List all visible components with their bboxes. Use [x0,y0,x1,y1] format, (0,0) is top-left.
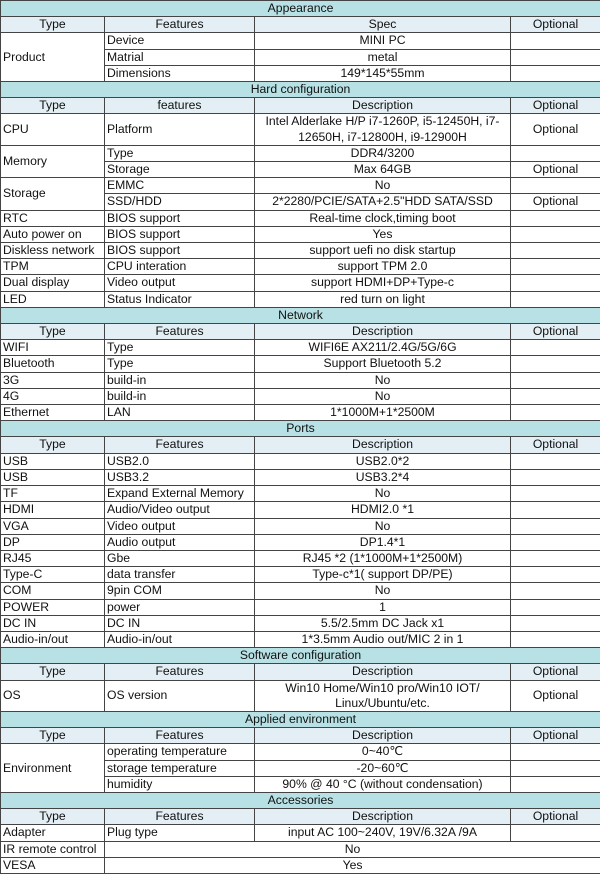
appearance-row [1,33,600,49]
row-optional: Optional [511,162,600,178]
row-feature: operating temperature [105,744,255,760]
row-description: Max 64GB [255,162,511,178]
row-optional [511,534,600,550]
row-description: 1 [255,599,511,615]
section-applied_environment [1,711,600,727]
header-description: Description [255,324,511,340]
header-features: Features [105,664,255,680]
row-type: TF [1,486,105,502]
row-description: support uefi no disk startup [255,243,511,259]
header-optional: Optional [511,324,600,340]
header-description: Description [255,809,511,825]
row-feature: USB2.0 [105,453,255,469]
header-type: Type [1,728,105,744]
row-type: 3G [1,372,105,388]
row-optional [511,178,600,194]
header-description: Description [255,98,511,114]
row-type: TPM [1,259,105,275]
row-feature: storage temperature [105,760,255,776]
network-row [1,388,600,404]
row-feature: EMMC [105,178,255,194]
row-type: POWER [1,599,105,615]
hard-row [1,243,600,259]
row-description [255,680,511,711]
section-network [1,307,600,323]
row-feature: humidity [105,776,255,792]
row-type: USB [1,453,105,469]
header-type: Type [1,664,105,680]
row-description [255,114,511,145]
row-optional [511,567,600,583]
row-type: Ethernet [1,405,105,421]
row-optional [511,49,600,65]
row-feature: build-in [105,372,255,388]
row-description: 90% @ 40 °C (without condensation) [255,776,511,792]
row-feature: Audio output [105,534,255,550]
row-description: DP1.4*1 [255,534,511,550]
row-description: HDMI2.0 *1 [255,502,511,518]
row-type: VESA [1,857,105,873]
row-type: RTC [1,210,105,226]
row-type: 4G [1,388,105,404]
row-feature: BIOS support [105,210,255,226]
row-feature: Video output [105,518,255,534]
header-description: Description [255,664,511,680]
row-feature: Gbe [105,550,255,566]
header-type: Type [1,809,105,825]
row-feature: CPU interation [105,259,255,275]
row-type: LED [1,291,105,307]
row-type: IR remote control [1,841,105,857]
accessories-row-ir [1,841,600,857]
row-type: Adapter [1,825,105,841]
row-optional [511,388,600,404]
row-value: No [105,841,600,857]
ports-row [1,502,600,518]
row-optional [511,210,600,226]
header-description: Description [255,728,511,744]
row-feature: 9pin COM [105,583,255,599]
row-feature: LAN [105,405,255,421]
row-description: red turn on light [255,291,511,307]
row-description: support TPM 2.0 [255,259,511,275]
row-optional [511,356,600,372]
ports-row [1,615,600,631]
row-type: Auto power on [1,226,105,242]
row-type: USB [1,469,105,485]
row-feature: Storage [105,162,255,178]
cpu-description-line-2: 12650H, i7-12800H, i9-12900H [298,129,467,144]
row-description: No [255,372,511,388]
row-description: Support Bluetooth 5.2 [255,356,511,372]
row-type: Bluetooth [1,356,105,372]
row-type: WIFI [1,340,105,356]
row-value: Yes [105,857,600,873]
row-description: MINI PC [255,33,511,49]
header-row-hard_configuration [1,98,600,114]
hard-row [1,210,600,226]
row-type: HDMI [1,502,105,518]
row-description: RJ45 *2 (1*1000M+1*2500M) [255,550,511,566]
row-optional [511,631,600,647]
row-optional [511,502,600,518]
row-optional [511,486,600,502]
section-title-accessories: Accessories [1,792,600,808]
accessories-row-adapter [1,825,600,841]
row-type: Product [1,33,105,82]
row-feature: Audio/Video output [105,502,255,518]
cpu-description-line-1: Intel Alderlake H/P i7-1260P, i5-12450H, i7- [265,114,500,129]
row-feature: build-in [105,388,255,404]
row-type: Audio-in/out [1,631,105,647]
row-type: DC IN [1,615,105,631]
ports-row [1,534,600,550]
row-type: Environment [1,744,105,793]
row-type: COM [1,583,105,599]
row-feature: BIOS support [105,226,255,242]
header-type: Type [1,324,105,340]
row-description: WIFI6E AX211/2.4G/5G/6G [255,340,511,356]
row-description: No [255,388,511,404]
row-feature: data transfer [105,567,255,583]
row-description: No [255,583,511,599]
row-description: No [255,178,511,194]
row-optional [511,340,600,356]
row-description: 5.5/2.5mm DC Jack x1 [255,615,511,631]
row-optional [511,550,600,566]
ports-row [1,550,600,566]
row-description: 1*3.5mm Audio out/MIC 2 in 1 [255,631,511,647]
row-description: metal [255,49,511,65]
section-title-appearance: Appearance [1,1,600,17]
header-features: Features [105,324,255,340]
row-description: No [255,486,511,502]
row-optional: Optional [511,194,600,210]
row-description: 149*145*55mm [255,65,511,81]
row-type: Dual display [1,275,105,291]
section-hard_configuration [1,82,600,98]
row-optional [511,518,600,534]
header-row-accessories [1,809,600,825]
row-optional [511,599,600,615]
row-optional [511,291,600,307]
row-feature: Video output [105,275,255,291]
row-description: USB3.2*4 [255,469,511,485]
accessories-row-vesa [1,857,600,873]
network-row [1,372,600,388]
row-optional [511,405,600,421]
hard-row [1,226,600,242]
row-optional [511,744,600,760]
row-optional [511,65,600,81]
row-optional [511,760,600,776]
header-row-applied_environment [1,728,600,744]
row-feature: Dimensions [105,65,255,81]
hard-row-cpu [1,114,600,145]
ports-row [1,469,600,485]
row-optional [511,453,600,469]
section-title-hard_configuration: Hard configuration [1,82,600,98]
row-description: Type-c*1( support DP/PE) [255,567,511,583]
header-row-network [1,324,600,340]
row-feature: OS version [105,680,255,711]
header-description: Description [255,437,511,453]
row-description: input AC 100~240V, 19V/6.32A /9A [255,825,511,841]
row-description: No [255,518,511,534]
row-feature: SSD/HDD [105,194,255,210]
row-description: -20~60℃ [255,760,511,776]
header-row-ports [1,437,600,453]
row-type: Memory [1,145,105,177]
ports-row [1,599,600,615]
ports-row [1,631,600,647]
row-optional [511,33,600,49]
section-title-applied_environment: Applied environment [1,711,600,727]
header-type: Type [1,437,105,453]
row-feature: Platform [105,114,255,145]
header-type: Type [1,17,105,33]
row-optional [511,615,600,631]
row-optional [511,145,600,161]
hard-row [1,291,600,307]
row-feature: Type [105,340,255,356]
row-feature: power [105,599,255,615]
row-description: 2*2280/PCIE/SATA+2.5"HDD SATA/SSD [255,194,511,210]
row-optional [511,583,600,599]
section-accessories [1,792,600,808]
header-optional: Optional [511,98,600,114]
section-title-software_configuration: Software configuration [1,648,600,664]
row-feature: DC IN [105,615,255,631]
row-optional [511,226,600,242]
ports-row [1,486,600,502]
header-optional: Optional [511,664,600,680]
ports-row [1,518,600,534]
row-description: 0~40℃ [255,744,511,760]
row-type: VGA [1,518,105,534]
hard-storage-row [1,178,600,194]
network-row [1,340,600,356]
row-description: DDR4/3200 [255,145,511,161]
section-title-network: Network [1,307,600,323]
environment-row [1,744,600,760]
section-ports [1,421,600,437]
row-type: RJ45 [1,550,105,566]
hard-row [1,275,600,291]
header-features: Features [105,809,255,825]
row-feature: Audio-in/out [105,631,255,647]
software-row-os [1,680,600,711]
header-row-software_configuration [1,664,600,680]
ports-row [1,583,600,599]
row-optional: Optional [511,680,600,711]
row-optional [511,469,600,485]
network-row [1,405,600,421]
row-feature: Matrial [105,49,255,65]
row-type: Type-C [1,567,105,583]
os-description-line-2: Linux/Ubuntu/etc. [335,695,430,710]
row-type: CPU [1,114,105,145]
row-description: USB2.0*2 [255,453,511,469]
row-feature: Type [105,356,255,372]
header-features: features [105,98,255,114]
header-description: Spec [255,17,511,33]
ports-row [1,567,600,583]
row-feature: BIOS support [105,243,255,259]
row-type: Diskless network [1,243,105,259]
row-feature: Device [105,33,255,49]
row-description: support HDMI+DP+Type-c [255,275,511,291]
header-type: Type [1,98,105,114]
header-features: Features [105,728,255,744]
ports-row [1,453,600,469]
network-row [1,356,600,372]
os-description-line-1: Win10 Home/Win10 pro/Win10 IOT/ [285,680,480,695]
section-title-ports: Ports [1,421,600,437]
row-description: Yes [255,226,511,242]
row-optional [511,776,600,792]
spec-table-body [1,1,600,874]
row-optional [511,825,600,841]
row-feature: Plug type [105,825,255,841]
row-feature: USB3.2 [105,469,255,485]
row-type: DP [1,534,105,550]
header-features: Features [105,437,255,453]
row-feature: Expand External Memory [105,486,255,502]
row-type: OS [1,680,105,711]
row-optional: Optional [511,114,600,145]
row-type: Storage [1,178,105,210]
header-row-appearance [1,17,600,33]
row-optional [511,372,600,388]
section-software_configuration [1,648,600,664]
section-appearance [1,1,600,17]
row-optional [511,259,600,275]
header-features: Features [105,17,255,33]
header-optional: Optional [511,728,600,744]
header-optional: Optional [511,437,600,453]
row-optional [511,275,600,291]
row-optional [511,243,600,259]
row-description: Real-time clock,timing boot [255,210,511,226]
row-feature: Type [105,145,255,161]
header-optional: Optional [511,809,600,825]
header-optional: Optional [511,17,600,33]
row-feature: Status Indicator [105,291,255,307]
hard-memory-row [1,145,600,161]
hard-row [1,259,600,275]
row-description: 1*1000M+1*2500M [255,405,511,421]
